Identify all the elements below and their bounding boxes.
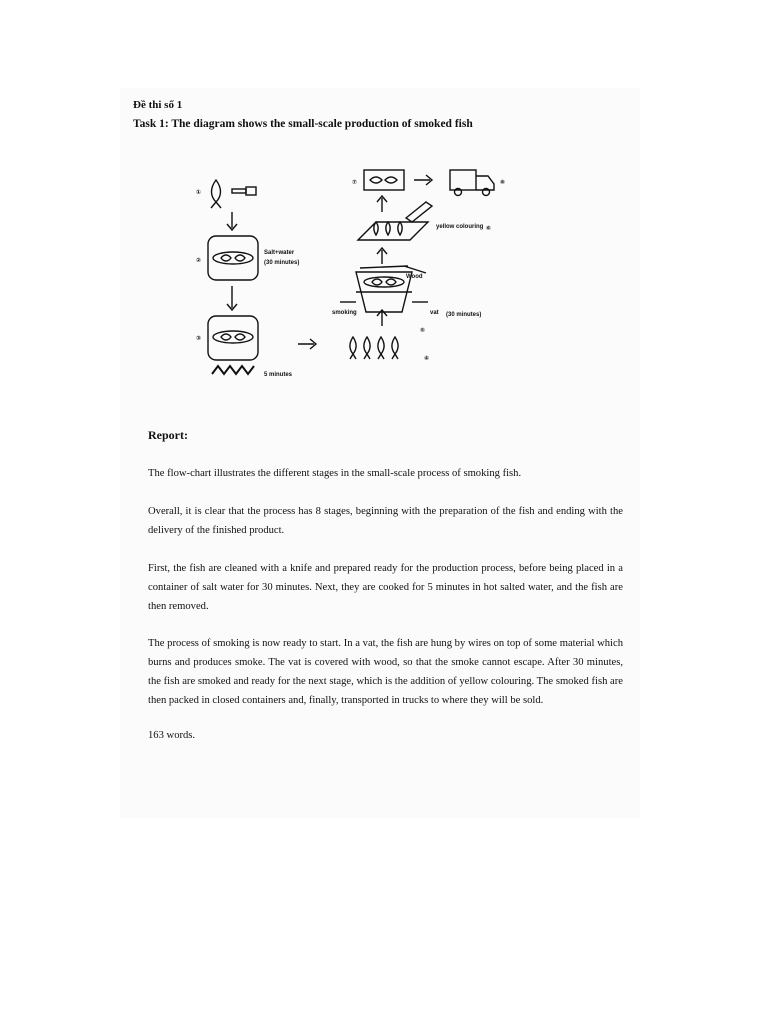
stage-number-3: ③: [196, 336, 202, 342]
label-salt-water-time: (30 minutes): [264, 260, 300, 266]
label-wood: Wood: [406, 274, 423, 280]
stage-number-2: ②: [196, 258, 202, 264]
stage-2-salt-container: [208, 236, 258, 280]
stage-number-7: ⑦: [352, 180, 358, 186]
stage-6-colouring-tray: [358, 202, 432, 240]
stage-3-boil-container: [208, 316, 258, 374]
report-paragraph-1: The flow-chart illustrates the different stages in the small-scale process of smoking fish.: [148, 468, 522, 479]
stage-8-truck: [450, 170, 494, 196]
word-count: 163 words.: [148, 730, 196, 741]
process-diagram-svg: [180, 140, 520, 390]
stage-1-fish-knife: [211, 180, 256, 208]
label-yellow-colouring: yellow colouring: [436, 224, 484, 230]
report-heading: Report:: [148, 428, 188, 442]
stage-number-5: ⑤: [420, 328, 426, 334]
stage-7-packed-container: [364, 170, 404, 190]
label-salt-water: Salt+water: [264, 250, 295, 256]
report-paragraph-3: First, the fish are cleaned with a knife and prepared ready for the production process, before being placed in a container of salt water for 30 minutes. Next, they are cooked for 5 minutes in hot salted water, and the fish are then removed.: [148, 563, 623, 612]
process-diagram: [180, 140, 520, 390]
report-paragraph-2: Overall, it is clear that the process has 8 stages, beginning with the preparation of the fish and ending with the delivery of the finished product.: [148, 506, 623, 536]
stage-number-4: ④: [424, 356, 430, 362]
label-vat-time: (30 minutes): [446, 312, 482, 318]
stage-number-8: ⑧: [500, 180, 506, 186]
report-paragraph-4: The process of smoking is now ready to start. In a vat, the fish are hung by wires on top of some material which burns and produces smoke. The vat is covered with wood, so that the smoke cannot escape. After 30 minutes, the fish are smoked and ready for the next stage, which is the addition of yellow colouring. The smoked fish are then packed in closed containers and, finally, transported in trucks to where they will be sold.: [148, 638, 623, 706]
label-smoking: smoking: [332, 310, 357, 316]
stage-number-6: ⑥: [486, 226, 492, 232]
stage-4-fish-row: [350, 337, 398, 359]
label-vat: vat: [430, 310, 439, 316]
task-title: Task 1: The diagram shows the small-scale production of smoked fish: [133, 118, 473, 130]
label-boil-time: 5 minutes: [264, 372, 293, 378]
exam-label: Đề thi số 1: [133, 99, 183, 111]
stage-number-1: ①: [196, 190, 202, 196]
stage-5-smoking-vat: [340, 266, 428, 312]
